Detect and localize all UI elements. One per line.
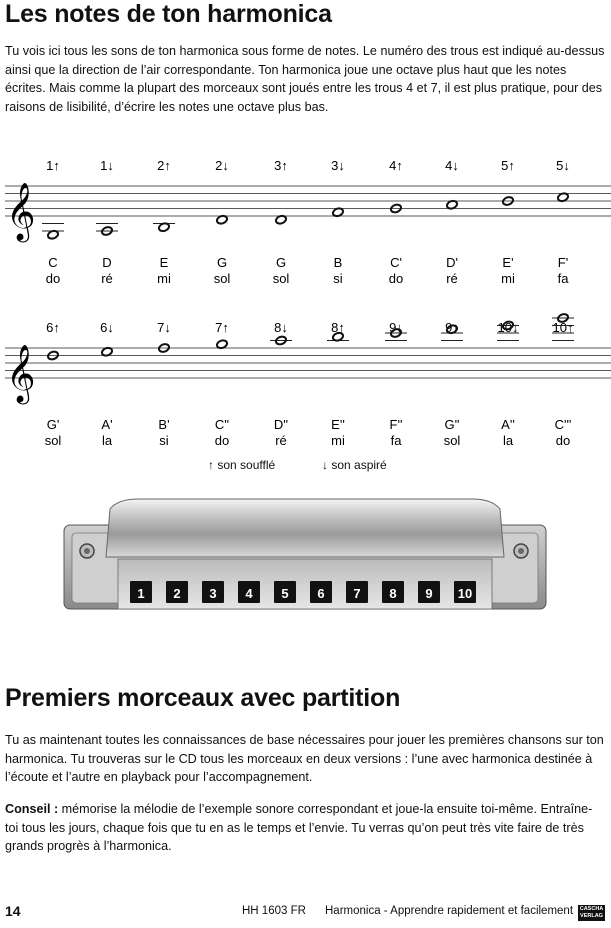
note-name: E bbox=[159, 255, 169, 270]
solfege-name: sol bbox=[272, 271, 290, 286]
harmonica-hole-7 bbox=[346, 581, 368, 603]
note-r1-4 bbox=[214, 158, 231, 286]
harmonica-hole-4 bbox=[238, 581, 260, 603]
note-r1-9 bbox=[501, 158, 515, 286]
staff-row-1 bbox=[0, 150, 611, 290]
note-r2-10 bbox=[552, 313, 574, 447]
section-title-2: Premiers morceaux avec partition bbox=[5, 684, 401, 712]
harmonica-cover bbox=[106, 499, 504, 557]
legend-blow: ↑ son soufflé bbox=[208, 458, 276, 472]
note-r1-8 bbox=[445, 158, 459, 286]
hole-label: 6↑ bbox=[46, 320, 60, 335]
tip-text: mémorise la mélodie de l’exemple sonore correspondant et joue-la ensuite toi-même. Entraîne-toi tous les jours, chaque fois que tu en as le temps et l’envie. Tu verras qu’on peut très vite faire de très grands progrès à l’harmonica. bbox=[5, 802, 593, 853]
treble-clef-icon: 𝄞 bbox=[6, 344, 36, 402]
solfege-name: do bbox=[555, 433, 571, 447]
hole-label: 6↓ bbox=[100, 320, 114, 335]
note-name: F'' bbox=[389, 417, 403, 432]
harmonica-hole-3 bbox=[202, 581, 224, 603]
note-r1-10 bbox=[556, 158, 570, 286]
note-name: G bbox=[275, 255, 287, 270]
note-r1-1 bbox=[42, 158, 64, 286]
hole-label: 7↓ bbox=[157, 320, 171, 335]
svg-text:6: 6 bbox=[317, 586, 325, 601]
note-name: E'' bbox=[331, 417, 345, 432]
solfege-name: do bbox=[45, 271, 61, 286]
note-name: C'' bbox=[214, 417, 230, 432]
publisher-logo: CASCHA VERLAG bbox=[579, 906, 604, 919]
hole-label: 4↓ bbox=[445, 158, 459, 173]
solfege-name: do bbox=[214, 433, 230, 447]
note-r1-7 bbox=[389, 158, 403, 286]
solfege-name: la bbox=[502, 433, 514, 447]
note-name: B bbox=[333, 255, 343, 270]
solfege-name: ré bbox=[446, 271, 458, 286]
svg-text:3: 3 bbox=[209, 586, 217, 601]
note-r2-4 bbox=[215, 320, 229, 447]
svg-text:8: 8 bbox=[389, 586, 397, 601]
tip-paragraph bbox=[5, 800, 605, 856]
note-r2-6 bbox=[327, 320, 349, 447]
hole-label: 10↓ bbox=[497, 320, 519, 335]
note-r1-3 bbox=[153, 158, 175, 286]
svg-text:7: 7 bbox=[353, 586, 361, 601]
hole-label: 9↓ bbox=[389, 320, 403, 335]
book-title: Harmonica - Apprendre rapidement et facilement bbox=[325, 905, 574, 917]
note-r2-5 bbox=[270, 320, 292, 447]
svg-text:1: 1 bbox=[137, 586, 145, 601]
tip-label: Conseil : bbox=[5, 802, 59, 816]
intro-paragraph: Tu vois ici tous les sons de ton harmonica sous forme de notes. Le numéro des trous est indiqué au-dessus ainsi que la direction de l’air correspondante. Ton harmonica joue une octave plus haut que les notes écrites. Mais comme la plupart des morceaux sont joués entre les trous 4 et 7, il est plus pratique, pour des raisons de lisibilité, d’écrire les notes une octave plus bas. bbox=[5, 44, 605, 114]
harmonica-hole-9 bbox=[418, 581, 440, 603]
hole-label: 9↑ bbox=[445, 320, 459, 335]
harmonica-hole-10 bbox=[454, 581, 476, 603]
section-title: Les notes de ton harmonica bbox=[5, 0, 332, 28]
hole-label: 1↓ bbox=[100, 158, 114, 173]
note-r1-5 bbox=[273, 158, 290, 286]
note-name: C' bbox=[390, 255, 402, 270]
harmonica-hole-8 bbox=[382, 581, 404, 603]
solfege-name: mi bbox=[331, 433, 345, 447]
note-name: C''' bbox=[554, 417, 572, 432]
note-r2-7 bbox=[385, 320, 407, 447]
note-name: G bbox=[216, 255, 228, 270]
harmonica-hole-2 bbox=[166, 581, 188, 603]
solfege-name: do bbox=[388, 271, 404, 286]
note-name: D' bbox=[446, 255, 458, 270]
note-r2-9 bbox=[497, 320, 519, 447]
note-name: B' bbox=[158, 417, 170, 432]
note-r2-2 bbox=[100, 320, 114, 447]
solfege-name: ré bbox=[275, 433, 287, 447]
note-r1-2 bbox=[96, 158, 118, 286]
section2-paragraph: Tu as maintenant toutes les connaissances de base nécessaires pour jouer les premières chansons sur ton harmonica. Tu trouveras sur le CD tous les morceaux en deux versions : l’une avec harmonica destinée à l’écoute et l’autre en playback pour l’accompagnement. bbox=[5, 733, 604, 784]
hole-label: 3↑ bbox=[274, 158, 288, 173]
solfege-name: mi bbox=[157, 271, 171, 286]
note-name: G'' bbox=[444, 417, 460, 432]
note-r2-1 bbox=[45, 320, 62, 447]
page-number: 14 bbox=[5, 903, 21, 919]
solfege-name: fa bbox=[557, 271, 569, 286]
note-r1-6 bbox=[331, 158, 345, 286]
solfege-name: sol bbox=[44, 433, 62, 447]
solfege-name: si bbox=[159, 433, 169, 447]
note-name: C bbox=[48, 255, 58, 270]
catalog-code: HH 1603 FR bbox=[242, 905, 306, 917]
hole-label: 5↓ bbox=[556, 158, 570, 173]
note-r2-3 bbox=[157, 320, 171, 447]
note-name: D'' bbox=[273, 417, 289, 432]
hole-label: 3↓ bbox=[331, 158, 345, 173]
svg-text:2: 2 bbox=[173, 586, 181, 601]
solfege-name: si bbox=[333, 271, 343, 286]
harmonica-hole-5 bbox=[274, 581, 296, 603]
note-name: E' bbox=[502, 255, 514, 270]
solfege-name: la bbox=[101, 433, 113, 447]
hole-label: 1↑ bbox=[46, 158, 60, 173]
note-r2-8 bbox=[441, 320, 463, 447]
note-name: F' bbox=[557, 255, 569, 270]
harmonica-hole-1 bbox=[130, 581, 152, 603]
hole-label: 2↑ bbox=[157, 158, 171, 173]
solfege-name: fa bbox=[390, 433, 402, 447]
solfege-name: mi bbox=[501, 271, 515, 286]
note-name: D bbox=[102, 255, 112, 270]
note-name: G' bbox=[46, 417, 60, 432]
hole-label: 7↑ bbox=[215, 320, 229, 335]
note-name: A'' bbox=[501, 417, 515, 432]
solfege-name: sol bbox=[443, 433, 461, 447]
hole-label: 4↑ bbox=[389, 158, 403, 173]
svg-text:10: 10 bbox=[457, 586, 473, 601]
hole-label: 8↑ bbox=[331, 320, 345, 335]
svg-text:5: 5 bbox=[281, 586, 289, 601]
harmonica-hole-6 bbox=[310, 581, 332, 603]
note-name: A' bbox=[101, 417, 113, 432]
svg-text:9: 9 bbox=[425, 586, 433, 601]
hole-label: 10↑ bbox=[552, 320, 574, 335]
solfege-name: sol bbox=[213, 271, 231, 286]
hole-label: 8↓ bbox=[274, 320, 288, 335]
staff-row-2 bbox=[0, 312, 611, 447]
solfege-name: ré bbox=[101, 271, 113, 286]
harmonica-illustration bbox=[58, 497, 552, 625]
hole-label: 5↑ bbox=[501, 158, 515, 173]
legend-draw: ↓ son aspiré bbox=[322, 458, 387, 472]
hole-label: 2↓ bbox=[215, 158, 229, 173]
treble-clef-icon: 𝄞 bbox=[6, 182, 36, 240]
svg-text:4: 4 bbox=[245, 586, 253, 601]
